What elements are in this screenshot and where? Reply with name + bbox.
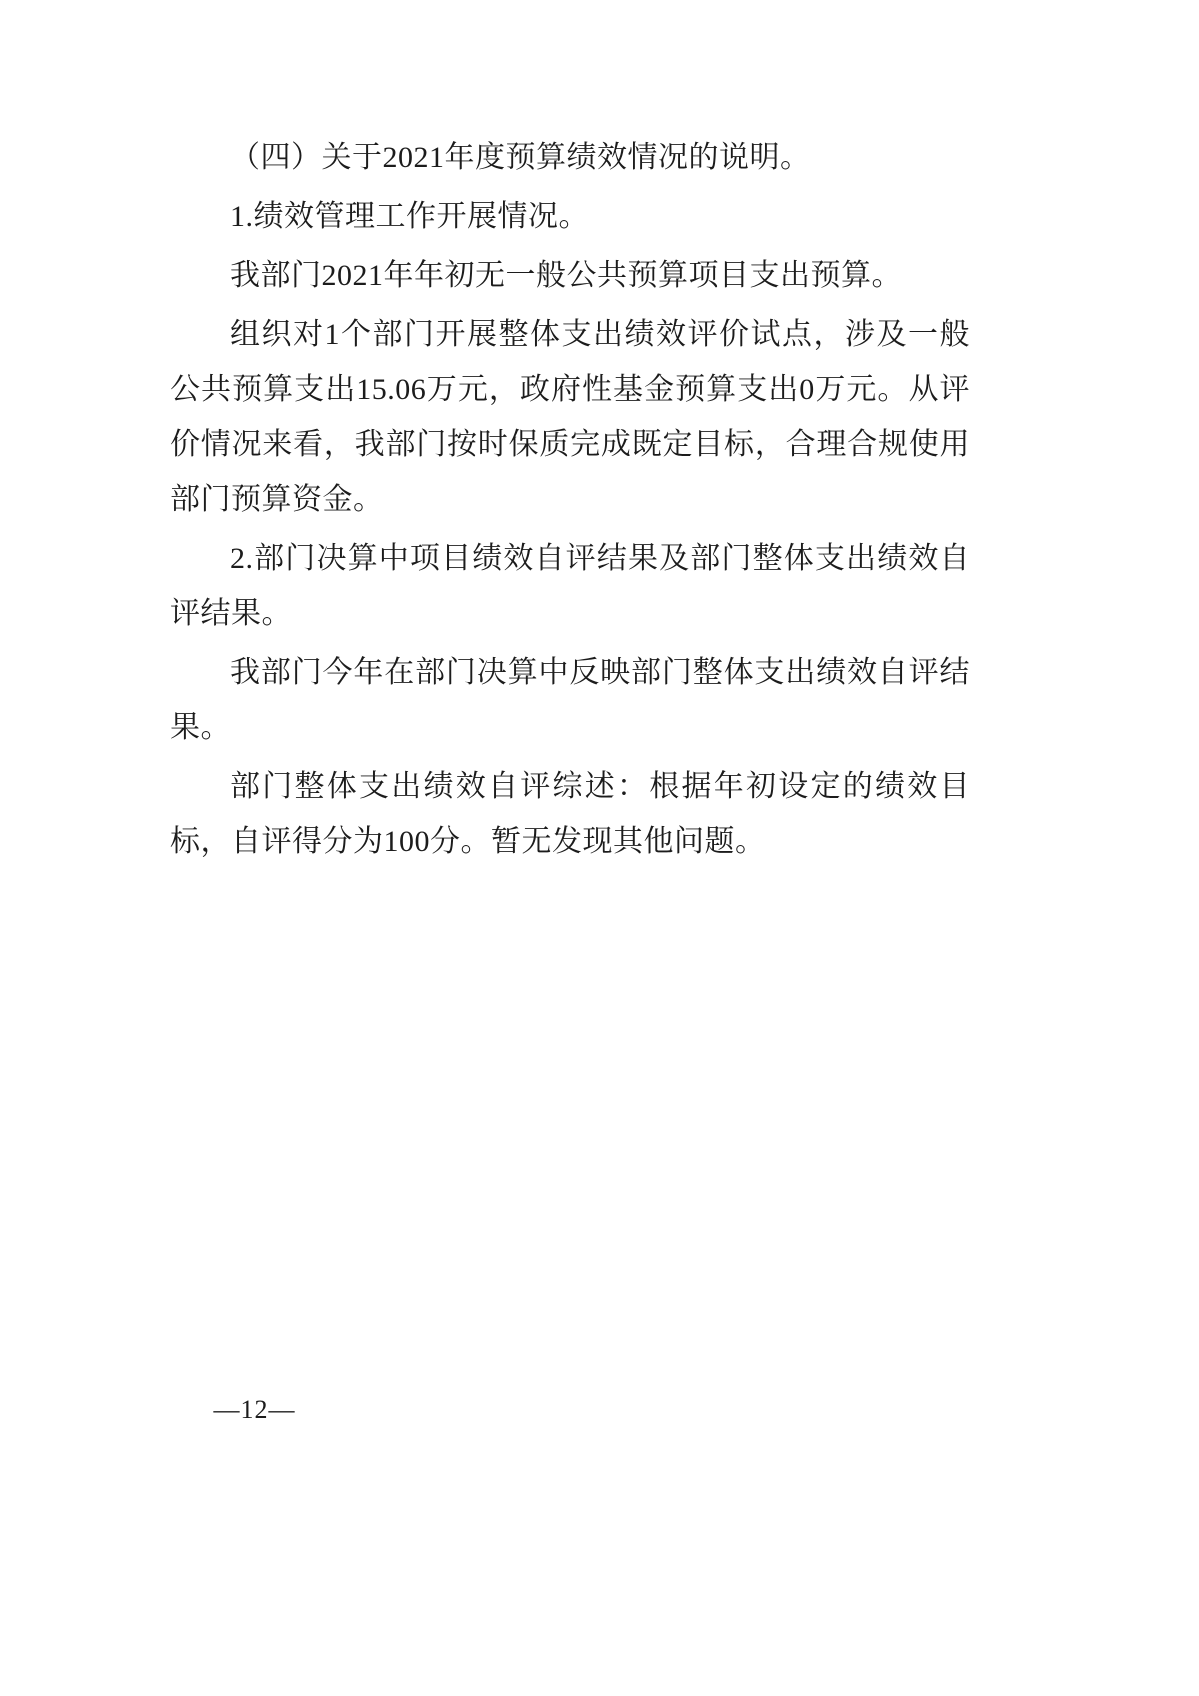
paragraph-budget-none: 我部门2021年年初无一般公共预算项目支出预算。	[230, 259, 902, 292]
paragraph-item-1-title: 1.绩效管理工作开展情况。	[230, 200, 589, 233]
paragraph-evaluation-pilot: 组织对1个部门开展整体支出绩效评价试点，涉及一般公共预算支出15.06万元，政府性基金预算支出0万元。从评价情况来看，我部门按时保质完成既定目标，合理合规使用部门预算资金。	[170, 318, 970, 516]
document-body	[170, 130, 970, 873]
paragraph-self-evaluation-reflection: 我部门今年在部门决算中反映部门整体支出绩效自评结果。	[170, 656, 970, 744]
page-number: —12—	[213, 1395, 296, 1424]
paragraph-section-heading: （四）关于2021年度预算绩效情况的说明。	[230, 141, 811, 174]
paragraph-self-evaluation-summary: 部门整体支出绩效自评综述：根据年初设定的绩效目标，自评得分为100分。暂无发现其他问题。	[170, 770, 970, 858]
paragraph-item-2-title: 2.部门决算中项目绩效自评结果及部门整体支出绩效自评结果。	[170, 542, 970, 630]
page-footer	[0, 1395, 1199, 1425]
